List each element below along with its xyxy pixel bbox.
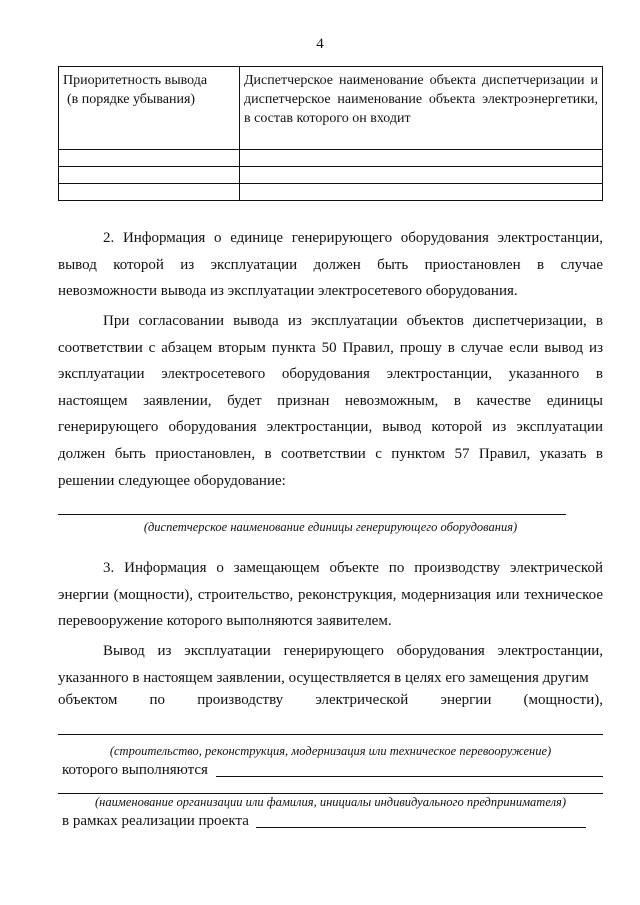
priority-table [58, 66, 603, 201]
page-number: 4 [316, 36, 324, 52]
construction-type-caption: (строительство, реконструкция, модернизация или техническое перевооружение) [109, 744, 552, 758]
organization-field-line [58, 793, 603, 794]
construction-type-field-line [58, 734, 603, 735]
project-field-line [256, 827, 586, 828]
organization-caption: (наименование организации или фамилия, инициалы индивидуального предпринимателя) [95, 795, 566, 809]
header-priority-line2: (в порядке убывания) [67, 92, 196, 107]
table-header-row [59, 67, 603, 150]
table-cell [59, 184, 240, 201]
section2-request-paragraph: При согласовании вывода из эксплуатации объектов диспетчеризации, в соответствии с абзацем вторым пункта 50 Правил, прошу в случае если вывод из эксплуатации электросетевого оборудования электростанции, указанного в настоящем заявлении, будет признан невозможным, в качестве единицы генерирующего оборудования электростанции, вывод которой из эксплуатации должен быть приостановлен, в соответствии с пунктом 57 Правил, указать в решении следующее оборудование: [58, 313, 603, 489]
table-cell [240, 167, 603, 184]
section2-info-paragraph: 2. Информация о единице генерирующего оборудования электростанции, вывод которой из эксплуатации должен быть приостановлен в случае невозможности вывода из эксплуатации электросетевого оборудования. [58, 230, 603, 300]
performed-by-label: которого выполняются [62, 762, 208, 778]
section3-replacement-paragraph: Вывод из эксплуатации генерирующего оборудования электростанции, указанного в настоящем заявлении, осуществляется в целях его замещения другим [58, 643, 603, 686]
table-cell [59, 150, 240, 167]
project-label: в рамках реализации проекта [62, 813, 249, 829]
table-cell [240, 184, 603, 201]
performed-by-field-line [216, 776, 603, 777]
table-header-priority [59, 67, 240, 150]
word: по [149, 692, 166, 708]
header-priority-line1: Приоритетность вывода [63, 73, 208, 88]
table-row [59, 184, 603, 201]
word: электрической [315, 692, 409, 708]
table-cell [59, 167, 240, 184]
generator-name-caption: (диспетчерское наименование единицы генерирующего оборудования) [143, 520, 518, 534]
word: (мощности), [523, 692, 603, 708]
word: производству [197, 692, 284, 708]
table-row [59, 150, 603, 167]
word: энергии [440, 692, 492, 708]
table-cell [240, 150, 603, 167]
generator-name-field-line [58, 514, 566, 515]
table-row [59, 167, 603, 184]
section3-last-line [58, 692, 603, 709]
section3-info-paragraph: 3. Информация о замещающем объекте по производству электрической энергии (мощности), строительство, реконструкция, модернизация или техническое перевооружение которого выполняются заявителем. [58, 560, 603, 630]
word: объектом [58, 692, 118, 708]
table-header-object-name: Диспетчерское наименование объекта диспетчеризации и диспетчерское наименование объекта электроэнергетики, в состав которого он входит [240, 67, 603, 150]
